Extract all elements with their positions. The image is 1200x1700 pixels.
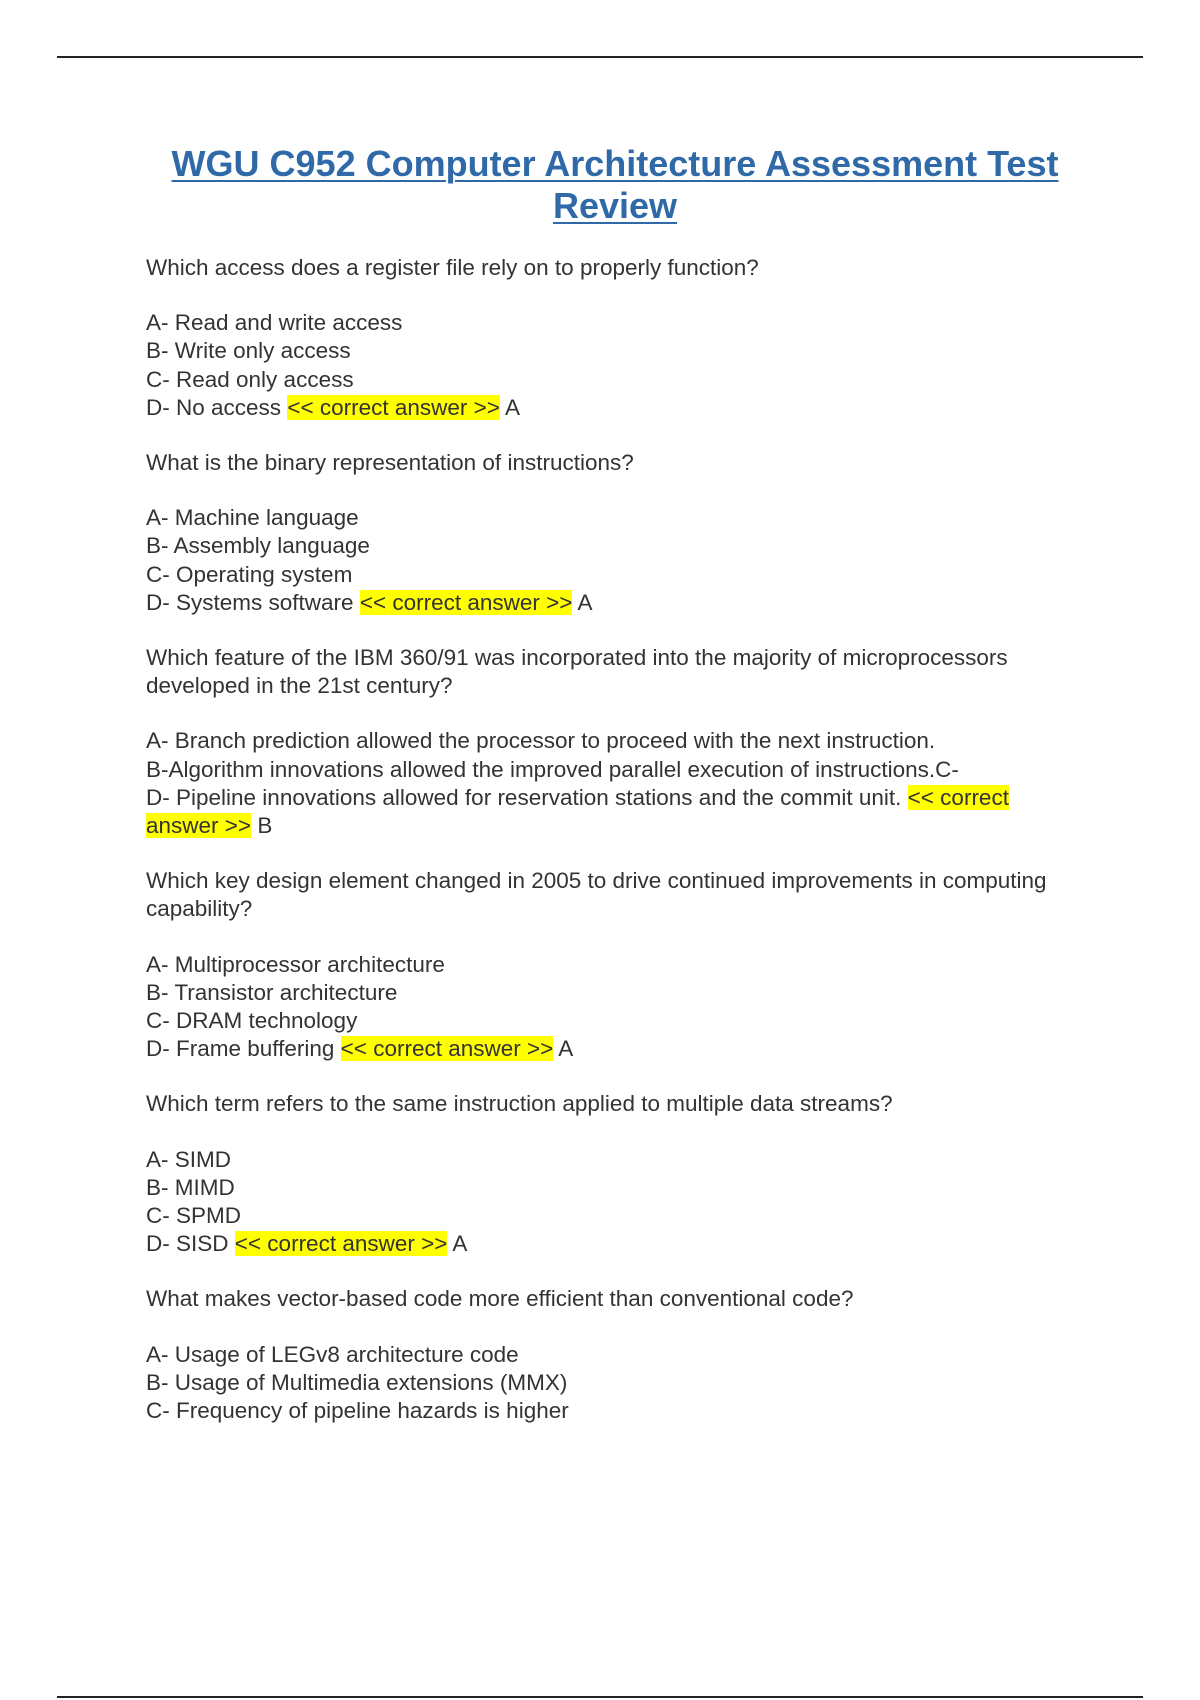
correct-answer-marker: << correct answer >>: [146, 784, 1009, 839]
option: C- Frequency of pipeline hazards is higher: [146, 1398, 569, 1424]
option: D- Frame buffering: [146, 1036, 335, 1062]
answer-letter: A: [452, 1231, 468, 1257]
top-rule: [57, 56, 1143, 58]
option: A- Branch prediction allowed the processor to proceed with the next instruction.: [146, 728, 936, 754]
option: D- Systems software: [146, 589, 354, 615]
question-block: [146, 1090, 1076, 1258]
option-last: [146, 784, 1076, 840]
document-title: WGU C952 Computer Architecture Assessment Test Review: [171, 143, 1059, 226]
option: B- MIMD: [146, 1174, 235, 1200]
option-last: [146, 589, 1076, 617]
question-block: [146, 254, 1076, 422]
option: C- SPMD: [146, 1203, 241, 1229]
option: A- Read and write access: [146, 310, 403, 336]
option: A- Machine language: [146, 505, 359, 531]
question-text: Which term refers to the same instruction applied to multiple data streams?: [146, 1091, 893, 1117]
option: B-Algorithm innovations allowed the improved parallel execution of instructions.C-: [146, 756, 959, 782]
option: A- Usage of LEGv8 architecture code: [146, 1341, 519, 1367]
option: A- SIMD: [146, 1146, 232, 1172]
option: C- Operating system: [146, 561, 353, 587]
option: D- Pipeline innovations allowed for reservation stations and the commit unit.: [146, 784, 902, 810]
question-text: What is the binary representation of instructions?: [146, 450, 634, 476]
question-text: Which access does a register file rely on to properly function?: [146, 255, 759, 280]
option: D- SISD: [146, 1231, 229, 1257]
answer-letter: A: [577, 589, 593, 615]
option: B- Write only access: [146, 338, 351, 364]
option: C- Read only access: [146, 366, 354, 392]
option: B- Assembly language: [146, 533, 370, 559]
question-block: [146, 644, 1076, 840]
option: C- DRAM technology: [146, 1008, 358, 1034]
bottom-rule: [57, 1696, 1143, 1698]
correct-answer-marker: << correct answer >>: [287, 394, 500, 420]
correct-answer-marker: << correct answer >>: [359, 589, 573, 615]
answer-letter: B: [257, 813, 273, 839]
document-body: [146, 254, 1076, 1452]
correct-answer-marker: << correct answer >>: [234, 1231, 448, 1257]
question-block: [146, 1285, 1076, 1425]
option-last: [146, 1035, 1076, 1063]
question-text: Which feature of the IBM 360/91 was incorporated into the majority of microprocessors developed in the 21st century?: [146, 645, 1008, 699]
answer-letter: A: [504, 394, 520, 420]
option: B- Usage of Multimedia extensions (MMX): [146, 1369, 568, 1395]
option: D- No access: [146, 394, 282, 420]
answer-letter: A: [558, 1036, 574, 1062]
correct-answer-marker: << correct answer >>: [340, 1036, 554, 1062]
option: A- Multiprocessor architecture: [146, 951, 445, 977]
option-last: [146, 394, 1076, 422]
option: B- Transistor architecture: [146, 979, 398, 1005]
question-text: What makes vector-based code more efficient than conventional code?: [146, 1286, 854, 1312]
question-block: [146, 449, 1076, 617]
question-block: [146, 867, 1076, 1063]
option-last: [146, 1230, 1076, 1258]
question-text: Which key design element changed in 2005 to drive continued improvements in computing capability?: [146, 868, 1047, 922]
